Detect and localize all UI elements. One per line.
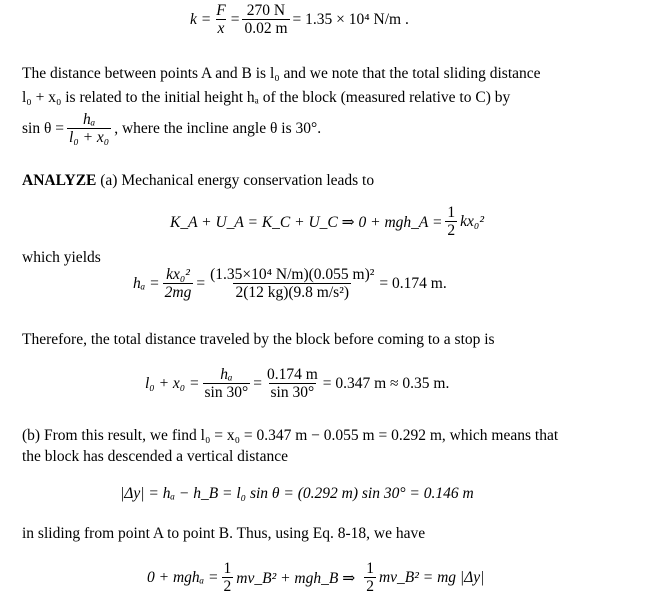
- equation-spring-constant: k = $\frac{F}{x}$ = $\frac{270 N}{0.02 m}$ = 1.35 × 10⁴ N/m .: [190, 2, 409, 37]
- equation-delta-y: |Δy| = hₐ − h_B = l₀ sin θ = (0.292 m) sin 30° = 0.146 m: [120, 485, 474, 502]
- equation-height: hₐ = $\frac{\text{kx₀²}}{2mg}$ = $\frac{\text{(1.35×10⁴ N/m)(0.055 m)²}}{\text{2(12 kg)(9.8 m/s²)}}$ = 0.174 m.: [133, 266, 447, 301]
- fraction: $\frac{\text{(1.35×10⁴ N/m)(0.055 m)²}}{\text{2(12 kg)(9.8 m/s²)}}$: [210, 266, 375, 301]
- fraction: $\frac{1}{2}$: [223, 560, 232, 595]
- text-which-yields: which yields: [22, 249, 101, 266]
- fraction: $\frac{1}{2}$: [447, 204, 456, 239]
- fraction: $\frac{0.174 m}{\sin 30^\circ}$: [266, 366, 318, 401]
- equation-final-energy: 0 + mghₐ = $\frac{1}{2}$ mv_B² + mgh_B ⇒ $\frac{1}{2}$ mv_B² = mg |Δy|: [147, 560, 485, 595]
- paragraph-line: the block has descended a vertical distance: [22, 448, 288, 465]
- paragraph-line: l₀ + x₀ is related to the initial height hₐ of the block (measured relative to C) by: [22, 89, 511, 106]
- text-therefore: Therefore, the total distance traveled by the block before coming to a stop is: [22, 331, 495, 348]
- eq-result: = 1.35 × 10⁴ N/m .: [292, 11, 409, 28]
- fraction: $\frac{270 N}{0.02 m}$: [244, 2, 288, 37]
- text-sliding: in sliding from point A to point B. Thus, using Eq. 8-18, we have: [22, 525, 426, 542]
- fraction: $\frac{\text{hₐ}}{\text{l₀ + x₀}}$: [69, 111, 110, 146]
- fraction: $\frac{\text{kx₀²}}{2mg}$: [164, 266, 192, 301]
- paragraph-line: The distance between points A and B is l₀ and we note that the total sliding distance: [22, 65, 541, 82]
- eq-lhs: k =: [190, 11, 212, 28]
- paragraph-line: (b) From this result, we find l₀ = x₀ = 0.347 m − 0.055 m = 0.292 m, which means that: [22, 427, 559, 444]
- equation-total-distance: l₀ + x₀ = $\frac{\text{hₐ}}{\sin 30^\circ}$ = $\frac{0.174 m}{\sin 30^\circ}$ = 0.347 m ≈ 0.35 m.: [145, 366, 450, 401]
- fraction: $\frac{1}{2}$: [366, 560, 374, 595]
- fraction: $\frac{\text{hₐ}}{\sin 30^\circ}$: [204, 366, 249, 401]
- equation-sin-theta: sin θ = $\frac{\text{hₐ}}{\text{l₀ + x₀}}$ , where the incline angle θ is 30°.: [22, 111, 322, 146]
- fraction: $\frac{F}{x}$: [216, 2, 226, 37]
- equation-energy-conservation: K_A + U_A = K_C + U_C ⇒ 0 + mgh_A = $\frac{1}{2}$ kx₀²: [170, 204, 484, 239]
- analyze-heading: ANALYZE (a) Mechanical energy conservation leads to: [22, 172, 375, 189]
